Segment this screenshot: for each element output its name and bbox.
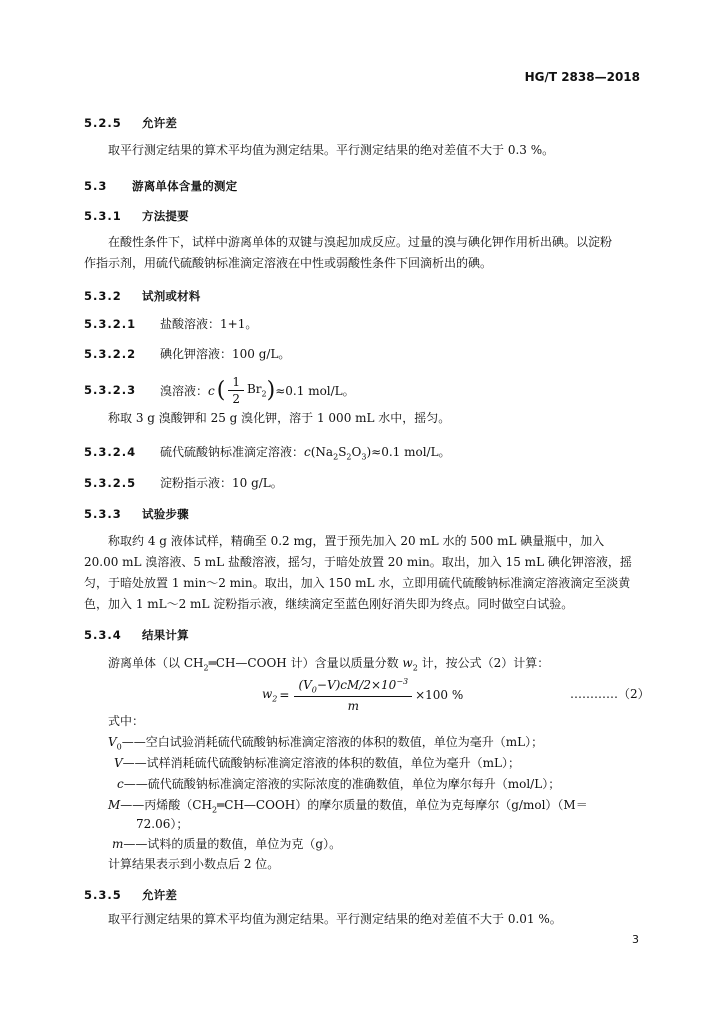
result-intro: 游离单体（以 $CH_2═CH—COOH$ 计）含量以质量分数 $w_2$ 计，按公式（2）计算： — [108, 656, 550, 673]
clause-text: 盐酸溶液：1+1。 — [160, 317, 258, 331]
section-5-3-3-line-3: 匀，于暗处放置 1 min～2 min。取出，加入 150 mL 水，立即用硫代硫酸钠标准滴定溶液滴定至淡黄 — [84, 576, 631, 590]
concentration-value: ≈0.1 mol/L。 — [275, 383, 355, 398]
clause-5-3-2-5 — [84, 477, 283, 490]
formula-numerator: $(V_0-V)cM/2\times 10^{-3}$ — [294, 677, 412, 697]
section-5-3-heading — [84, 178, 237, 194]
variable-v: V——试样消耗硫代硫酸钠标准滴定溶液的体积的数值，单位为毫升（mL）； — [114, 756, 521, 770]
clause-5-3-2-1 — [84, 318, 257, 331]
bromine-formula: $Br_2$ — [246, 381, 267, 399]
section-5-2-5-heading — [84, 115, 177, 131]
formula-2: $w_2$ = $\frac{(V_0-V)cM/2\times 10^{-3}}{m}$ ×100 % — [262, 677, 464, 714]
section-number: 5.3.1 — [84, 209, 122, 223]
formula-lhs: $w_2$ — [262, 687, 278, 704]
section-number: 5.3.2 — [84, 289, 122, 303]
variable-molar-mass: M——丙烯酸$(CH_2═CH—COOH)$的摩尔质量的数值，单位为克每摩尔（g/mol）（M＝ — [108, 798, 588, 815]
section-title: 允许差 — [142, 888, 178, 902]
clause-number: 5.3.2.5 — [84, 476, 137, 490]
section-5-2-5-text: 取平行测定结果的算术平均值为测定结果。平行测定结果的绝对差值不大于 0.3 %。 — [108, 143, 555, 157]
clause-number: 5.3.2.1 — [84, 317, 137, 331]
section-5-3-1-heading — [84, 208, 189, 224]
clause-5-3-2-4: 5.3.2.4 硫代硫酸钠标准滴定溶液：$c(Na_2S_2O_3)\approx 0.1$ mol/L。 — [84, 445, 451, 462]
formula-label: …………（2） — [570, 687, 650, 701]
clause-5-3-2-2 — [84, 348, 290, 361]
section-5-3-2-heading — [84, 288, 201, 304]
section-5-3-5-heading — [84, 887, 177, 903]
page-number: 3 — [632, 933, 639, 946]
variable-v0: $V_0——$空白试验消耗硫代硫酸钠标准滴定溶液的体积的数值，单位为毫升（mL）； — [108, 735, 544, 752]
variable-molar-mass-cont: 72.06）； — [136, 817, 189, 831]
clause-number: 5.3.2.3 — [84, 382, 137, 397]
section-number: 5.3.5 — [84, 888, 122, 902]
formula-denominator: m — [347, 699, 359, 714]
section-number: 5.2.5 — [84, 116, 122, 130]
clause-label: 溴溶液： — [160, 383, 209, 398]
half-fraction: $\frac{1}{2}$ — [228, 376, 244, 405]
concentration-value: )≈0.1 mol/L。 — [366, 445, 451, 459]
section-5-3-5-text: 取平行测定结果的算术平均值为测定结果。平行测定结果的绝对差值不大于 0.01 %。 — [108, 912, 562, 926]
clause-text: 淀粉指示液：10 g/L。 — [160, 476, 283, 490]
clause-number: 5.3.2.4 — [84, 445, 137, 459]
section-5-3-3-line-2: 20.00 mL 溴溶液、5 mL 盐酸溶液，摇匀，于暗处放置 20 min。取出，加入 15 mL 碘化钾溶液，摇 — [84, 555, 632, 569]
clause-text: 碘化钾溶液：100 g/L。 — [160, 347, 291, 361]
formula-fraction — [294, 677, 412, 713]
section-5-3-4-heading — [84, 627, 189, 643]
concentration-symbol: c — [208, 383, 215, 398]
section-5-3-3-heading — [84, 506, 189, 522]
section-title: 游离单体含量的测定 — [132, 179, 238, 193]
variable-c: c——硫代硫酸钠标准滴定溶液的实际浓度的准确数值，单位为摩尔每升（mol/L）； — [117, 777, 561, 791]
section-title: 允许差 — [142, 116, 178, 130]
clause-5-3-2-3: 5.3.2.3 溴溶液： c ( $\frac{1}{2}$ $Br_2$ ) ≈0.1 mol/L。 — [84, 375, 355, 406]
clause-5-3-2-3-prep: 称取 3 g 溴酸钾和 25 g 溴化钾，溶于 1 000 mL 水中，摇匀。 — [108, 411, 451, 425]
standard-code: HG/T 2838—2018 — [524, 70, 640, 84]
section-5-3-3-line-4: 色，加入 1 mL～2 mL 淀粉指示液，继续滴定至蓝色刚好消失即为终点。同时做空白试验。 — [84, 597, 574, 611]
section-title: 试剂或材料 — [142, 289, 201, 303]
variable-m: m——试料的质量的数值，单位为克（g）。 — [112, 837, 342, 851]
section-number: 5.3.4 — [84, 628, 122, 642]
formula-tail: ×100 % — [415, 688, 464, 703]
section-title: 方法提要 — [142, 209, 189, 223]
section-5-3-1-line-1: 在酸性条件下，试样中游离单体的双键与溴起加成反应。过量的溴与碘化钾作用析出碘。以淀粉 — [108, 235, 613, 249]
section-number: 5.3 — [84, 179, 108, 193]
section-title: 试验步骤 — [142, 507, 189, 521]
clause-number: 5.3.2.2 — [84, 347, 137, 361]
section-5-3-1-line-2: 作指示剂，用硫代硫酸钠标准滴定溶液在中性或弱酸性条件下回滴析出的碘。 — [84, 256, 493, 270]
where-label: 式中： — [108, 714, 145, 728]
clause-label: 硫代硫酸钠标准滴定溶液： — [160, 445, 305, 459]
section-number: 5.3.3 — [84, 507, 122, 521]
thiosulfate-formula: ($Na_2S_2O_3$ — [310, 445, 367, 462]
decimal-note: 计算结果表示到小数点后 2 位。 — [108, 857, 280, 871]
section-title: 结果计算 — [142, 628, 189, 642]
section-5-3-3-line-1: 称取约 4 g 液体试样，精确至 0.2 mg，置于预先加入 20 mL 水的 500 mL 碘量瓶中，加入 — [108, 534, 605, 548]
